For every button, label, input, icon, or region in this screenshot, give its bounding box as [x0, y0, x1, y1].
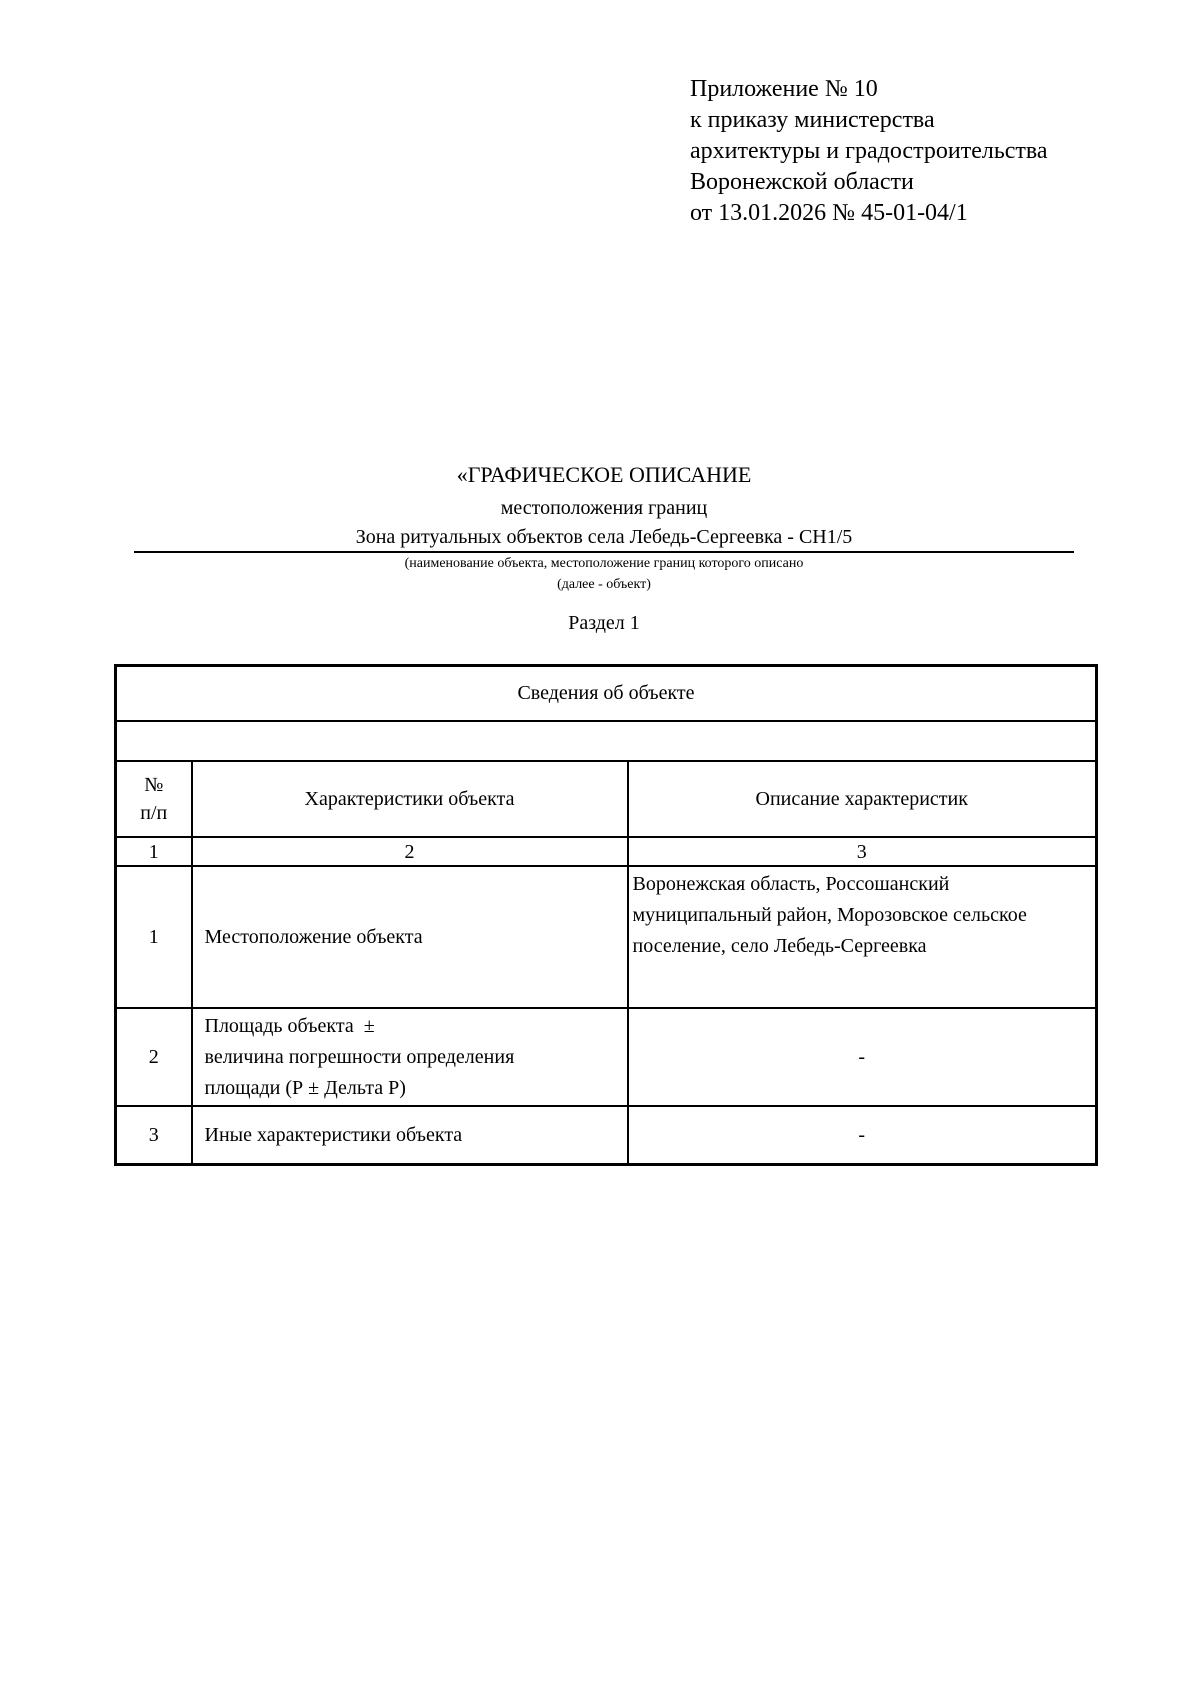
column-number: 3 — [628, 837, 1097, 866]
row-characteristic-line: Площадь объекта ± — [204, 1014, 375, 1037]
column-number: 2 — [192, 837, 628, 866]
table-row — [116, 866, 1097, 1008]
column-header-num-line: п/п — [140, 802, 168, 824]
row-characteristic-line: величина погрешности определения — [204, 1045, 515, 1068]
table-header-row — [116, 666, 1097, 722]
column-headers-row — [116, 761, 1097, 837]
appendix-line: от 13.01.2026 № 45-01-04/1 — [690, 200, 968, 226]
empty-cell — [116, 721, 1097, 761]
row-characteristic: Иные характеристики объекта — [192, 1106, 628, 1165]
section-label: Раздел 1 — [568, 612, 640, 634]
table-empty-row — [116, 721, 1097, 761]
table-header: Сведения об объекте — [116, 666, 1097, 722]
row-characteristic: Местоположение объекта — [192, 866, 628, 1008]
column-header-num-line: № — [144, 774, 164, 796]
column-header-num — [116, 761, 192, 837]
column-numbers-row — [116, 837, 1097, 866]
row-number: 1 — [116, 866, 192, 1008]
row-description: - — [628, 1106, 1097, 1165]
appendix-line: к приказу министерства — [690, 107, 935, 133]
object-info-table — [114, 664, 1098, 1166]
row-characteristic — [192, 1008, 628, 1106]
column-header-description: Описание характеристик — [628, 761, 1097, 837]
title-block — [134, 458, 1074, 637]
appendix-line: Воронежской области — [690, 169, 914, 195]
appendix-line: Приложение № 10 — [690, 76, 878, 102]
object-name: Зона ритуальных объектов села Лебедь-Сергеевка - СН1/5 — [134, 524, 1074, 553]
document-subtitle: местоположения границ — [500, 497, 708, 519]
row-number: 3 — [116, 1106, 192, 1165]
object-name-caption: (наименование объекта, местоположение границ которого описано — [404, 556, 804, 571]
table-row — [116, 1008, 1097, 1106]
column-number: 1 — [116, 837, 192, 866]
table-row — [116, 1106, 1097, 1165]
appendix-block — [690, 74, 1048, 229]
column-header-characteristic: Характеристики объекта — [192, 761, 628, 837]
document-title: «ГРАФИЧЕСКОЕ ОПИСАНИЕ — [456, 462, 752, 487]
row-characteristic-line: площади (Р ± Дельта Р) — [204, 1076, 406, 1099]
appendix-line: архитектуры и градостроительства — [690, 138, 1048, 164]
row-description: Воронежская область, Россошанский муниципальный район, Морозовское сельское поселение, село Лебедь-Сергеевка — [628, 866, 1097, 1008]
row-number: 2 — [116, 1008, 192, 1106]
object-name-caption-continued: (далее - объект) — [557, 577, 651, 592]
row-description: - — [628, 1008, 1097, 1106]
